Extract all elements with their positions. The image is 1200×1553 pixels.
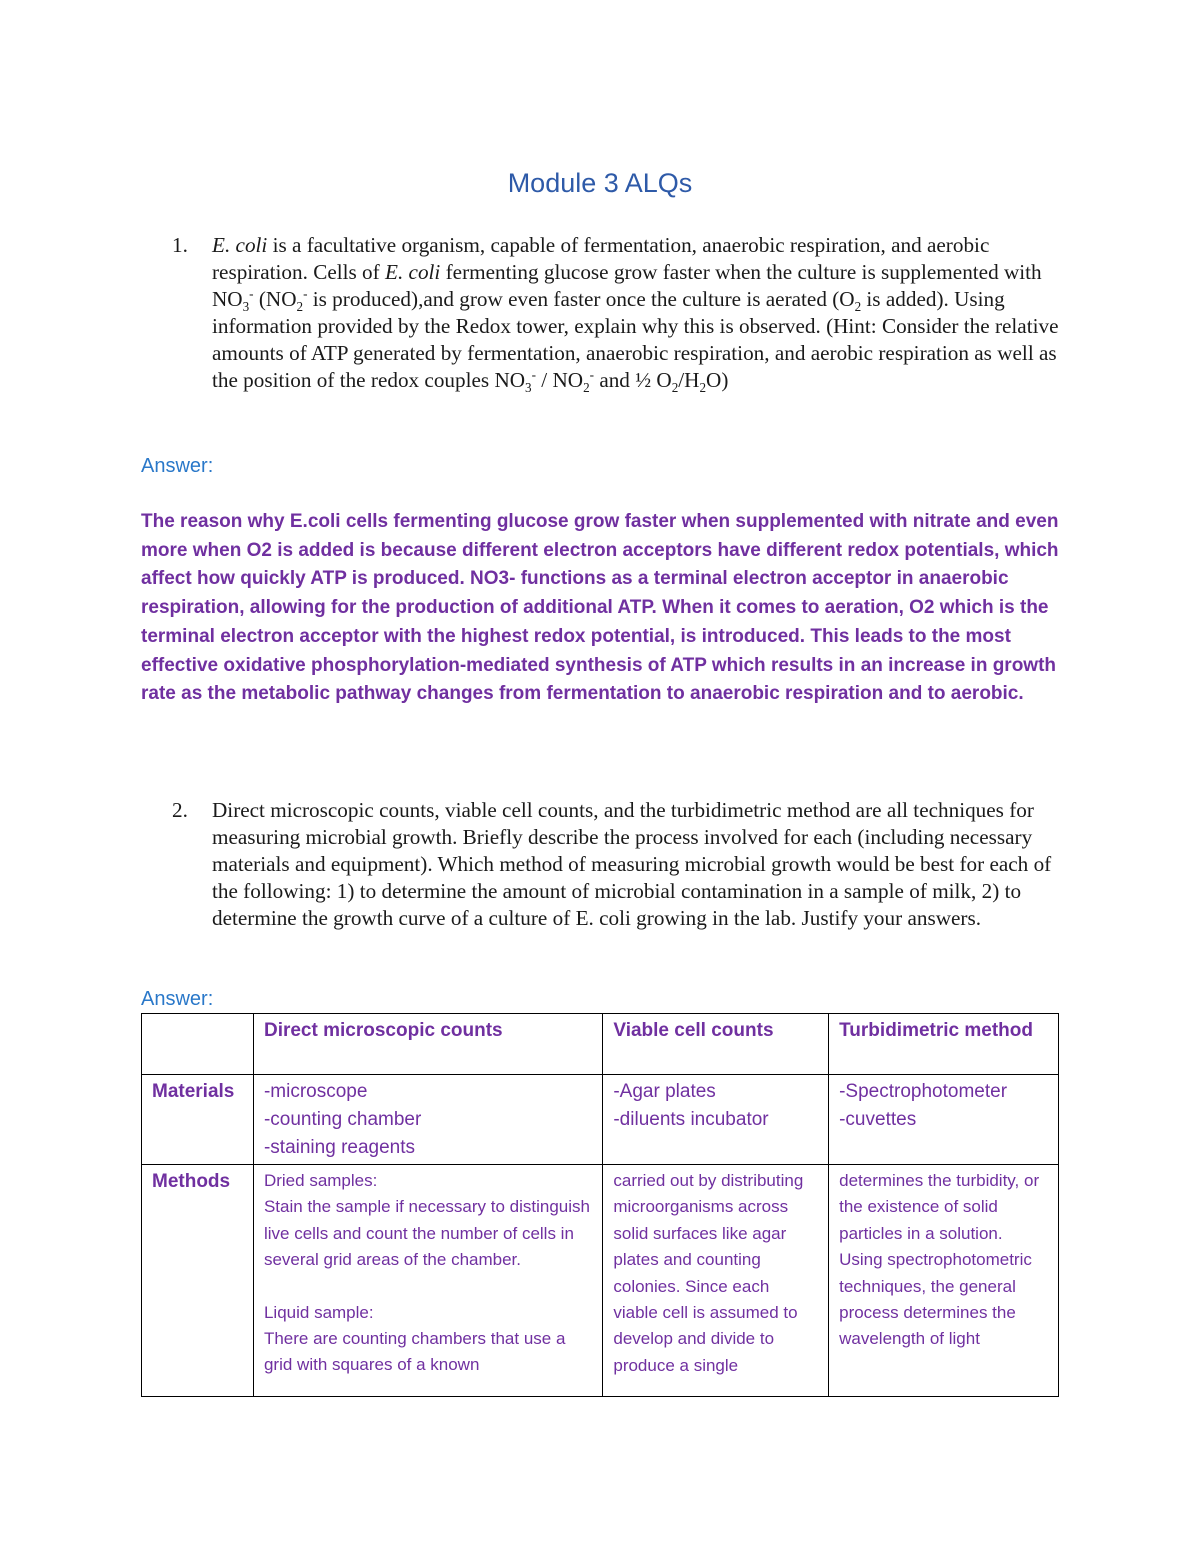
- answer-table: [141, 1013, 1059, 1397]
- table-header-cell: [142, 1014, 254, 1075]
- row-header: Materials: [142, 1075, 254, 1165]
- table-header-cell: Direct microscopic counts: [253, 1014, 602, 1075]
- answer-label: Answer:: [141, 988, 214, 1010]
- question-number: 2.: [172, 798, 188, 822]
- organism-name: E. coli: [385, 260, 441, 284]
- table-cell: Dried samples: Stain the sample if necessary to distinguish live cells and count the number of cells in several grid areas of the chamber. Liquid sample: There are counting chambers that use a grid with squares of a known: [253, 1165, 602, 1397]
- page-title: Module 3 ALQs: [507, 168, 693, 198]
- question-2: [172, 797, 1062, 932]
- question-1: [172, 232, 1062, 394]
- table-row: [142, 1165, 1059, 1397]
- question-text: E. coli is a facultative organism, capable of fermentation, anaerobic respiration, and aerobic respiration. Cells of E. coli fermenting glucose grow faster when the culture is supplemented with $NO_3^-$ ($NO_2^-$ is produced),and grow even faster once the culture is aerated ($O_2$ is added). Using information provided by the Redox tower, explain why this is observed. (Hint: Consider the relative amounts of ATP generated by fermentation, anaerobic respiration, and aerobic respiration as well as the position of the redox couples $NO_3^- / NO_2^-$ and ½ $O_2/H_2O$): [212, 233, 1059, 396]
- question-text: Direct microscopic counts, viable cell counts, and the turbidimetric method are all techniques for measuring microbial growth. Briefly describe the process involved for each (including necessary materials and equipment). Which method of measuring microbial growth would be best for each of the following: 1) to determine the amount of microbial contamination in a sample of milk, 2) to determine the growth curve of a culture of E. coli growing in the lab. Justify your answers.: [212, 798, 1052, 930]
- organism-name: E. coli: [212, 233, 268, 257]
- table-cell: carried out by distributing microorganisms across solid surfaces like agar plates and counting colonies. Since each viable cell is assumed to develop and divide to produce a single: [603, 1165, 829, 1397]
- table-header-cell: Viable cell counts: [603, 1014, 829, 1075]
- row-header: Methods: [142, 1165, 254, 1397]
- answer-label: Answer:: [141, 455, 214, 477]
- table-cell: -microscope -counting chamber -staining reagents: [253, 1075, 602, 1165]
- table-cell: -Spectrophotometer -cuvettes: [829, 1075, 1059, 1165]
- table-cell: determines the turbidity, or the existence of solid particles in a solution. Using spectrophotometric techniques, the general process determines the wavelength of light: [829, 1165, 1059, 1397]
- table-cell: -Agar plates -diluents incubator: [603, 1075, 829, 1165]
- answer-text: The reason why E.coli cells fermenting glucose grow faster when supplemented with nitrate and even more when O2 is added is because different electron acceptors have different redox potentials, which affect how quickly ATP is produced. NO3- functions as a terminal electron acceptor in anaerobic respiration, allowing for the production of additional ATP. When it comes to aeration, O2 which is the terminal electron acceptor with the highest redox potential, is introduced. This leads to the most effective oxidative phosphorylation-mediated synthesis of ATP which results in an increase in growth rate as the metabolic pathway changes from fermentation to anaerobic respiration and to aerobic.: [141, 511, 1059, 705]
- table-row: [142, 1075, 1059, 1165]
- question-number: 1.: [172, 233, 188, 257]
- table-header-row: [142, 1014, 1059, 1075]
- table-header-cell: Turbidimetric method: [829, 1014, 1059, 1075]
